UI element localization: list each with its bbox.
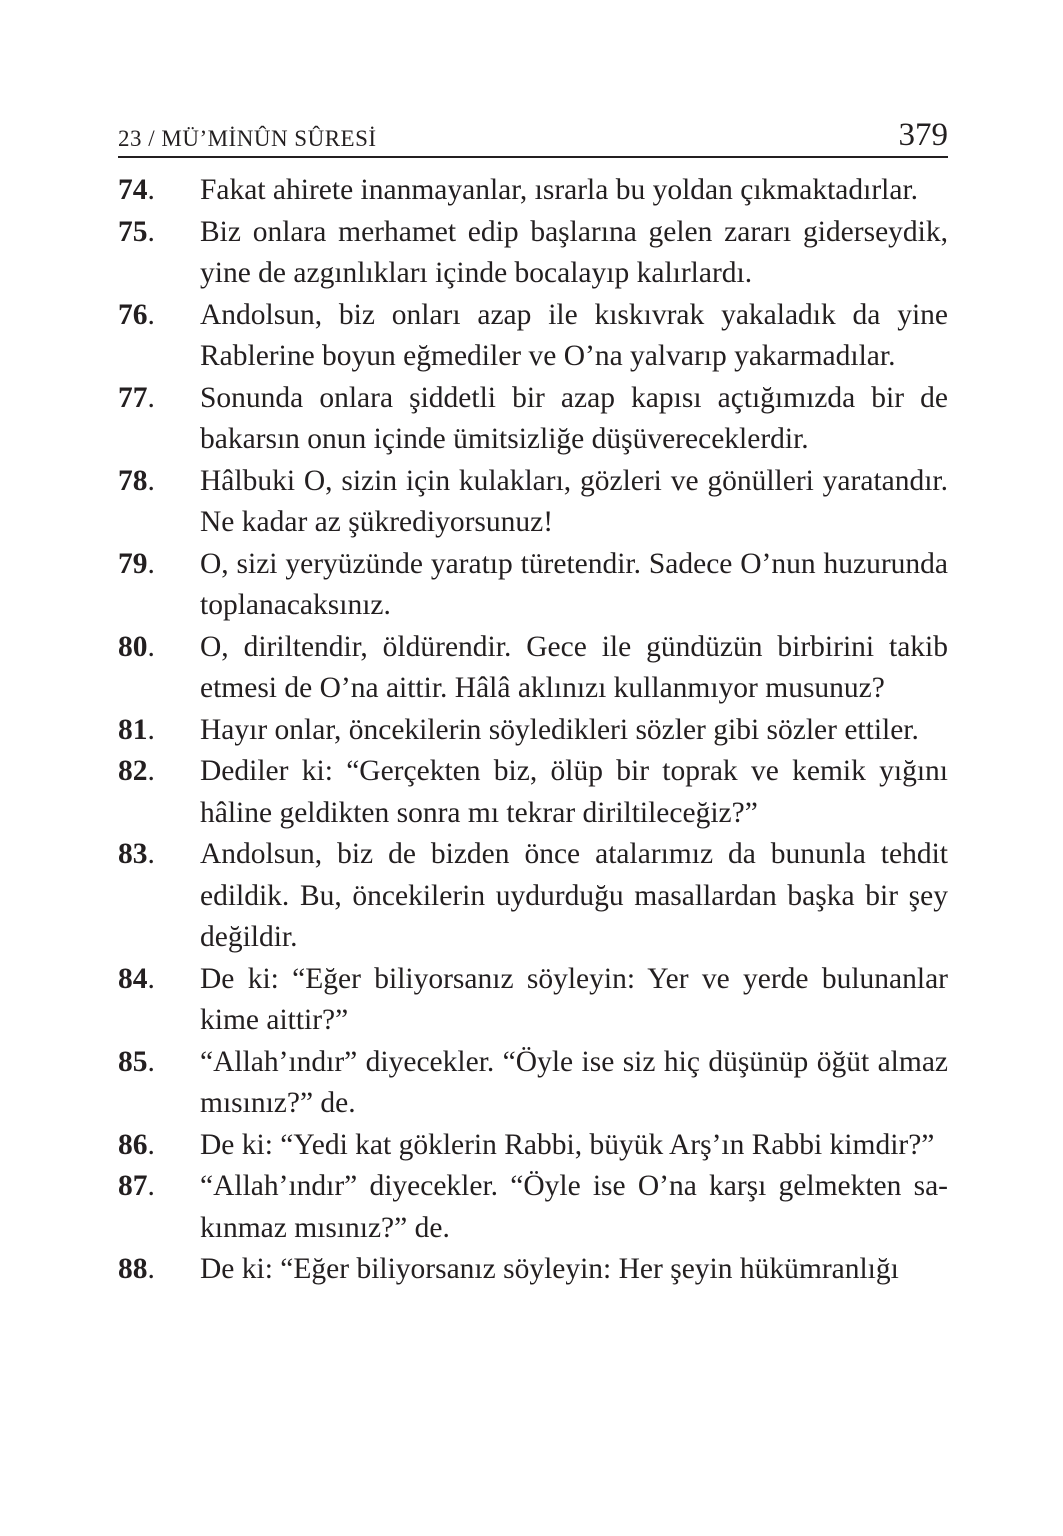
page-number: 379 bbox=[898, 117, 948, 153]
verse-text: O, sizi yeryüzünde yaratıp türetendir. Sadece O’nun huzurunda toplanacaksınız. bbox=[200, 547, 948, 621]
verse-item bbox=[118, 710, 948, 752]
verse-item bbox=[118, 544, 948, 627]
verse-text: O, diriltendir, öldürendir. Gece ile gündüzün birbirini takib etmesi de O’na aittir. Hâlâ aklınızı kullanmıyor musunuz? bbox=[200, 630, 948, 704]
verse-text: Biz onlara merhamet edip başlarına gelen zararı giderseydik, yine de azgınlıkları içinde bocalayıp kalırlardı. bbox=[200, 215, 948, 289]
verse-number: 75. bbox=[118, 215, 155, 248]
verse-text: “Allah’ındır” diyecekler. “Öyle ise siz hiç düşünüp öğüt almaz mısınız?” de. bbox=[200, 1045, 948, 1119]
verse-text: “Allah’ındır” diyecekler. “Öyle ise O’na karşı gelmekten sakınmaz mısınız?” de. bbox=[200, 1170, 948, 1244]
verse-text: De ki: “Eğer biliyorsanız söyleyin: Yer ve yerde bulunanlar kime aittir?” bbox=[200, 962, 948, 1036]
verse-number: 85. bbox=[118, 1045, 155, 1078]
running-header bbox=[118, 112, 948, 158]
verse-item bbox=[118, 170, 948, 212]
verse-item bbox=[118, 212, 948, 295]
verse-item bbox=[118, 627, 948, 710]
verse-number: 86. bbox=[118, 1128, 155, 1161]
verse-number: 78. bbox=[118, 464, 155, 497]
verse-item bbox=[118, 1249, 948, 1291]
verse-text: Fakat ahirete inanmayanlar, ısrarla bu yoldan çıkmaktadırlar. bbox=[200, 174, 919, 206]
verse-number: 77. bbox=[118, 381, 155, 414]
verse-number: 84. bbox=[118, 962, 155, 995]
verse-item bbox=[118, 378, 948, 461]
verse-text: Sonunda onlara şiddetli bir azap kapısı açtığımızda bir de bakarsın onun içinde ümitsizliğe düşüvereceklerdir. bbox=[200, 381, 948, 455]
verse-item bbox=[118, 461, 948, 544]
verse-item bbox=[118, 1125, 948, 1167]
verse-number: 79. bbox=[118, 547, 155, 580]
verse-text: De ki: “Eğer biliyorsanız söyleyin: Her şeyin hükümranlığı bbox=[200, 1253, 899, 1285]
verse-item bbox=[118, 751, 948, 834]
verse-item bbox=[118, 295, 948, 378]
verse-text: Hâlbuki O, sizin için kulakları, gözleri ve gönülleri yaratandır. Ne kadar az şükrediyorsunuz! bbox=[200, 464, 948, 538]
verse-number: 87. bbox=[118, 1170, 155, 1202]
verse-text: Andolsun, biz onları azap ile kıskıvrak yakaladık da yine Rablerine boyun eğmediler ve O’na yalvarıp yakarmadılar. bbox=[200, 298, 948, 372]
verse-number: 83. bbox=[118, 838, 155, 870]
verse-text: De ki: “Yedi kat göklerin Rabbi, büyük Arş’ın Rabbi kimdir?” bbox=[200, 1128, 935, 1161]
verse-number: 76. bbox=[118, 298, 155, 331]
verse-text: Dediler ki: “Gerçekten biz, ölüp bir toprak ve kemik yığını hâline geldikten sonra mı tekrar diriltileceğiz?” bbox=[200, 755, 948, 829]
verse-item bbox=[118, 834, 948, 959]
verse-list bbox=[118, 170, 948, 1291]
verse-number: 82. bbox=[118, 755, 155, 787]
verse-item bbox=[118, 959, 948, 1042]
header-title: 23 / MÜ’MİNÛN SÛRESİ bbox=[118, 126, 377, 151]
verse-number: 88. bbox=[118, 1253, 155, 1285]
verse-item bbox=[118, 1166, 948, 1249]
verse-text: Hayır onlar, öncekilerin söyledikleri sözler gibi sözler ettiler. bbox=[200, 713, 919, 746]
verse-item bbox=[118, 1042, 948, 1125]
verse-number: 80. bbox=[118, 630, 155, 663]
verse-text: Andolsun, biz de bizden önce atalarımız da bununla tehdit edildik. Bu, öncekilerin uydurduğu masallardan başka bir şey değildir. bbox=[200, 838, 948, 953]
verse-number: 74. bbox=[118, 174, 155, 206]
verse-number: 81. bbox=[118, 713, 155, 746]
